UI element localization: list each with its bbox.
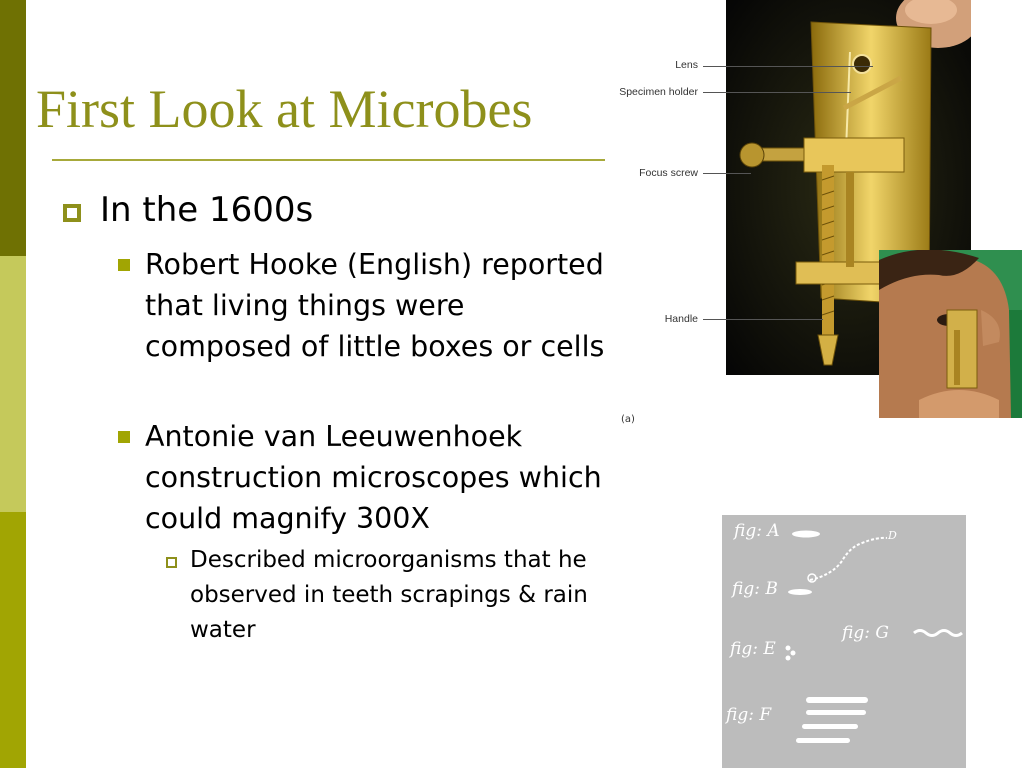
title-underline <box>52 159 605 161</box>
side-bar-top <box>0 0 26 256</box>
plate-label-fig-f: fig: F <box>726 705 772 725</box>
bullet-square-hollow-small-icon <box>166 557 177 568</box>
person-using-microscope-photo <box>879 250 1022 418</box>
bullet-level2-leeuwenhoek: Antonie van Leeuwenhoek construction microscopes which could magnify 300X <box>145 420 602 535</box>
bullet-square-solid-icon <box>118 431 130 443</box>
figure-caption-a: (a) <box>621 414 635 425</box>
bullet-level1: In the 1600s <box>100 190 314 230</box>
leader-line-focus-screw <box>703 173 751 174</box>
leader-line-specimen-holder <box>703 92 851 93</box>
label-lens: Lens <box>675 59 698 71</box>
label-handle: Handle <box>664 313 698 325</box>
bullet-level2-hooke: Robert Hooke (English) reported that living things were composed of little boxes or cells <box>145 248 605 363</box>
bullet-level3-described: Described microorganisms that he observed in teeth scrapings & rain water <box>190 547 588 643</box>
label-specimen-holder: Specimen holder <box>619 86 698 98</box>
plate-label-fig-a: fig: A <box>734 521 780 541</box>
plate-label-d: D <box>888 529 897 542</box>
plate-label-fig-g: fig: G <box>842 623 889 643</box>
leeuwenhoek-drawings-plate <box>722 515 966 768</box>
bullet-square-hollow-icon <box>63 204 81 222</box>
side-bar-bottom <box>0 512 26 768</box>
label-focus-screw: Focus screw <box>639 167 698 179</box>
side-bar-middle <box>0 256 26 512</box>
plate-label-fig-e: fig: E <box>730 639 776 659</box>
slide-title: First Look at Microbes <box>36 79 533 139</box>
plate-label-fig-b: fig: B <box>732 579 778 599</box>
leader-line-lens <box>703 66 873 67</box>
bullet-square-solid-icon <box>118 259 130 271</box>
leader-line-handle <box>703 319 823 320</box>
